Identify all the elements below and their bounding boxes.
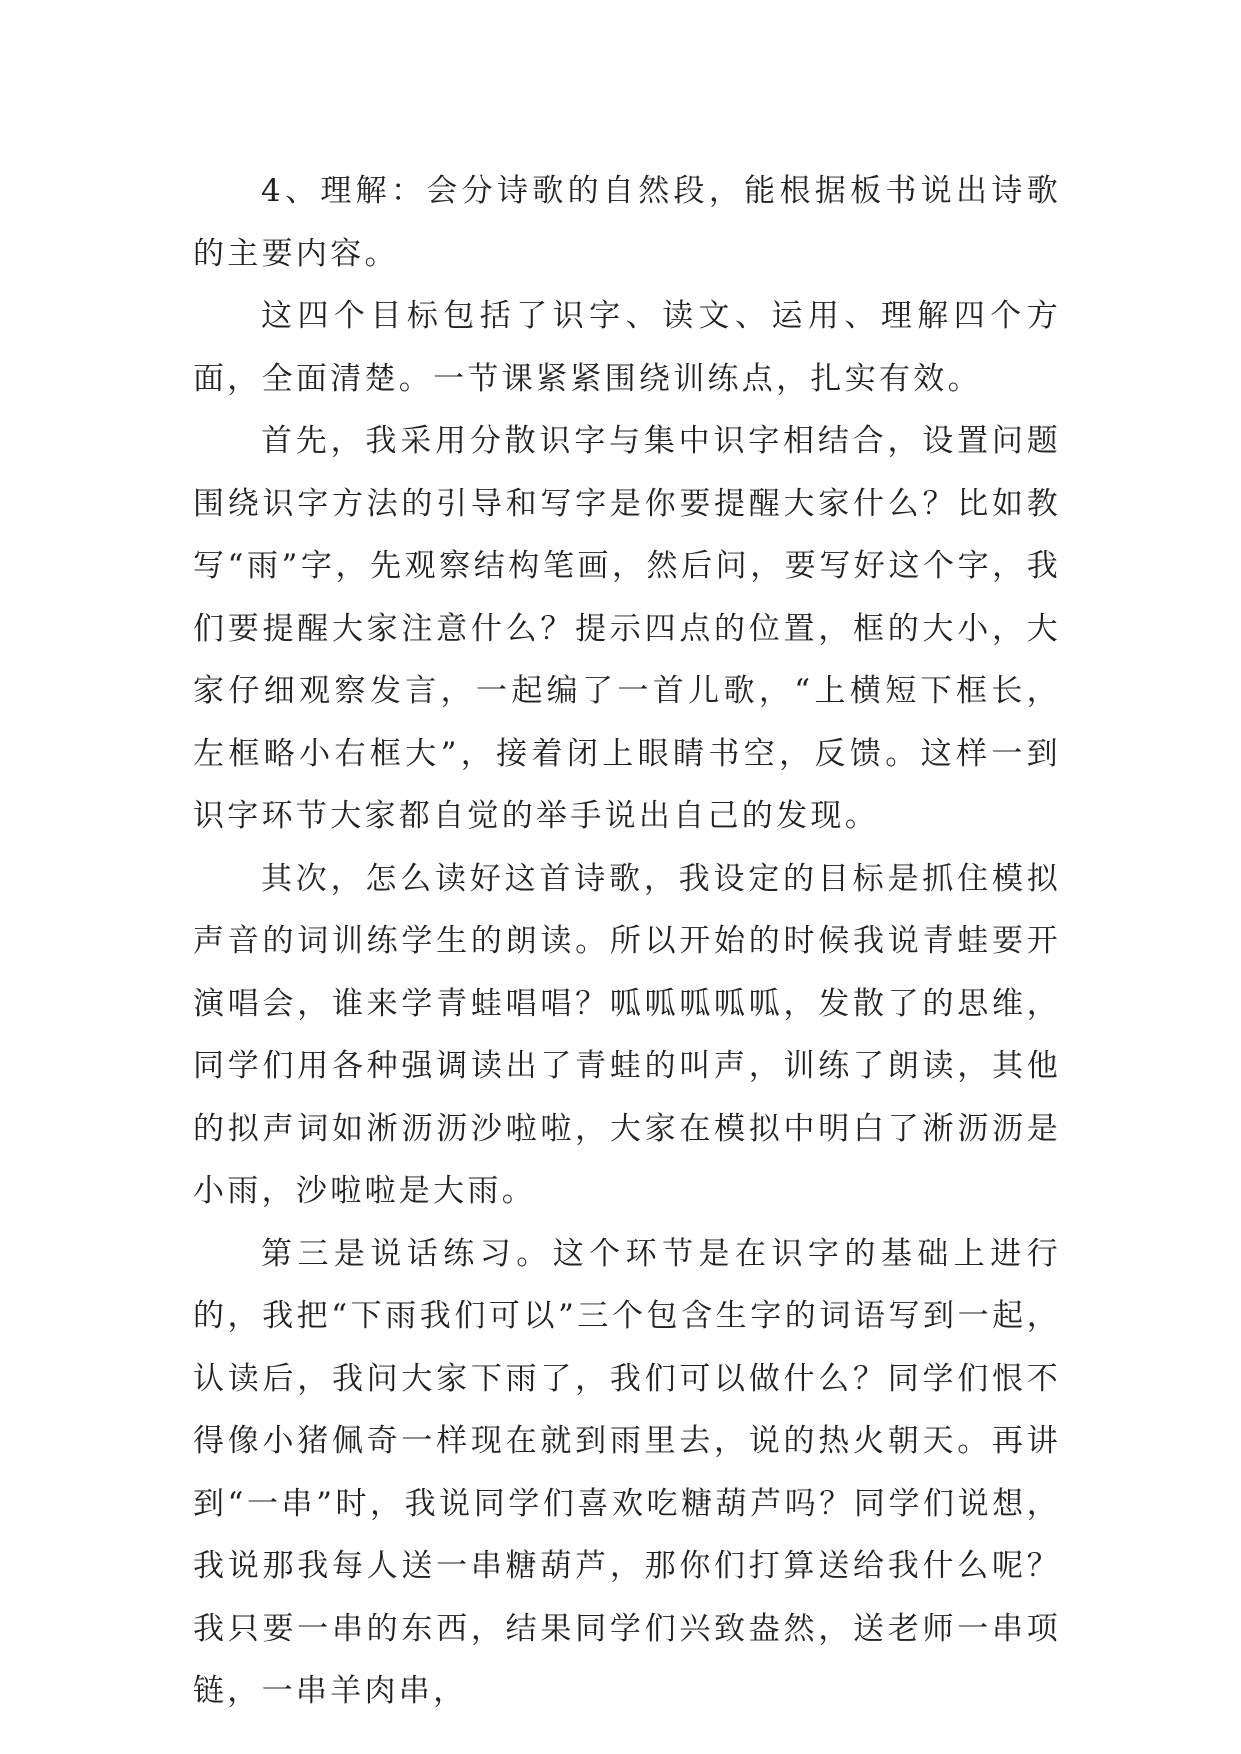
paragraph-understanding-goal: 4、理解：会分诗歌的自然段，能根据板书说出诗歌的主要内容。	[193, 173, 1061, 272]
paragraph-first-literacy: 首先，我采用分散识字与集中识字相结合，设置问题围绕识字方法的引导和写字是你要提醒大家什么？比如教写“雨”字，先观察结构笔画，然后问，要写好这个字，我们要提醒大家注意什么？提示四点的位置，框的大小，大家仔细观察发言，一起编了一首儿歌，“上横短下框长，左框略小右框大”，接着闭上眼睛书空，反馈。这样一到识字环节大家都自觉的举手说出自己的发现。	[193, 423, 1061, 834]
document-body	[193, 160, 1061, 1723]
paragraph-second-reading: 其次，怎么读好这首诗歌，我设定的目标是抓住模拟声音的词训练学生的朗读。所以开始的时候我说青蛙要开演唱会，谁来学青蛙唱唱？呱呱呱呱呱，发散了的思维，同学们用各种强调读出了青蛙的叫声，训练了朗读，其他的拟声词如淅沥沥沙啦啦，大家在模拟中明白了淅沥沥是小雨，沙啦啦是大雨。	[193, 860, 1061, 1209]
paragraph-third-speaking: 第三是说话练习。这个环节是在识字的基础上进行的，我把“下雨我们可以”三个包含生字的词语写到一起，认读后，我问大家下雨了，我们可以做什么？同学们恨不得像小猪佩奇一样现在就到雨里去，说的热火朝天。再讲到“一串”时，我说同学们喜欢吃糖葫芦吗？同学们说想，我说那我每人送一串糖葫芦，那你们打算送给我什么呢？我只要一串的东西，结果同学们兴致盎然，送老师一串项链，一串羊肉串，	[193, 1235, 1061, 1709]
paragraph-four-goals-summary: 这四个目标包括了识字、读文、运用、理解四个方面，全面清楚。一节课紧紧围绕训练点，扎实有效。	[193, 298, 1061, 397]
